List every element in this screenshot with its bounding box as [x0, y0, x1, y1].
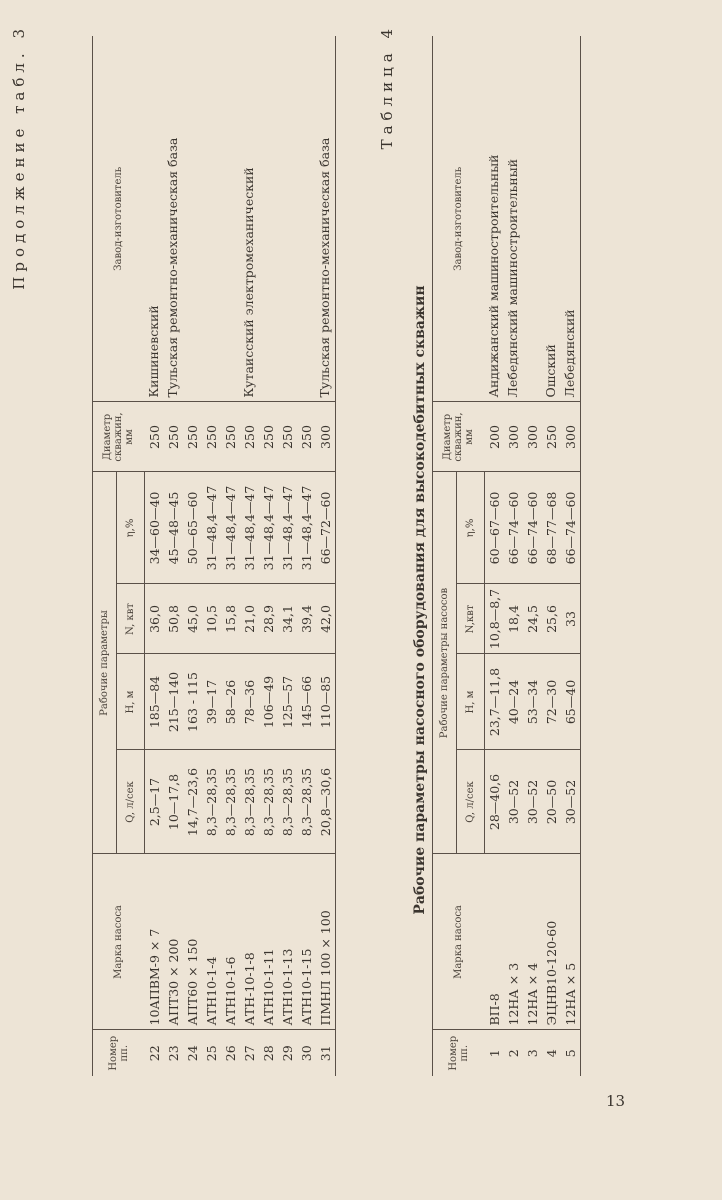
table-4-title: Рабочие параметры насосного оборудования для высокодебитных скважин [412, 285, 428, 915]
table-row: 5 12НА × 5 30—52 65—40 33 66—74—60 300 Лебедянский [561, 36, 581, 1076]
table-row: 30 АТН10-1-15 8,3—28,35 145—66 39,4 31—48,4—47 250 [297, 36, 316, 1076]
page-number: 13 [606, 1092, 626, 1110]
header-params: Рабочие параметры насосов [433, 472, 457, 854]
header-q: Q, л/сек [117, 750, 145, 854]
header-n: N,квт [457, 584, 485, 654]
table-row: 27 АТН-10-1-8 8,3—28,35 78—36 21,0 31—48,4—47 250 Кутаисский электромеханический [240, 36, 259, 1076]
header-q: Q, л/сек [457, 750, 485, 854]
header-num: Номер пп. [93, 1030, 145, 1076]
table-row: 28 АТН10-1-11 8,3—28,35 106—49 28,9 31—48,4—47 250 [259, 36, 278, 1076]
header-eta: η,% [457, 472, 485, 584]
header-eta: η,% [117, 472, 145, 584]
table-row: 29 АТН10-1-13 8,3—28,35 125—57 34,1 31—48,4—47 250 [278, 36, 297, 1076]
header-brand: Марка насоса [93, 854, 145, 1030]
table-row: 1 ВП-8 28—40,6 23,7—11,8 10,8—8,7 60—67—60 200 Андижанский машиностроительный [485, 36, 505, 1076]
table-4-caption: Таблица 4 [378, 24, 396, 150]
table-row: 31 ПМНЛ 100 × 100 20,8—30,6 110—85 42,0 66—72—60 300 Тульская ремонтно-механическая база [316, 36, 336, 1076]
header-n: N, квт [117, 584, 145, 654]
table-3 [92, 36, 336, 1076]
table-row: 24 АПТ60 × 150 14,7—23,6 163 - 115 45,0 50—65—60 250 [183, 36, 202, 1076]
table-4 [432, 36, 581, 1076]
continuation-label: Продолжение табл. 3 [10, 24, 28, 290]
header-num: Номер пп. [433, 1030, 485, 1076]
table-row: 25 АТН10-1-4 8,3—28,35 39—17 10,5 31—48,4—47 250 [202, 36, 221, 1076]
header-diam: Диаметр скважин, мм [93, 402, 145, 472]
header-brand: Марка насоса [433, 854, 485, 1030]
table-row: 26 АТН10-1-6 8,3—28,35 58—26 15,8 31—48,4—47 250 [221, 36, 240, 1076]
table-row: 2 12НА × 3 30—52 40—24 18,4 66—74—60 300 Лебедянский машиностроительный [504, 36, 523, 1076]
header-mfg: Завод-изготовитель [433, 36, 485, 402]
header-h: H, м [117, 654, 145, 750]
header-mfg: Завод-изготовитель [93, 36, 145, 402]
header-h: H, м [457, 654, 485, 750]
table-row: 23 АПТ30 × 200 10—17,8 215—140 50,8 45—48—45 250 Тульская ремонтно-механическая база [164, 36, 183, 1076]
header-params: Рабочие параметры [93, 472, 117, 854]
header-diam: Диаметр скважин, мм [433, 402, 485, 472]
table-row: 22 10АПВМ-9 × 7 2,5—17 185—84 36,0 34—60—40 250 Кишиневский [145, 36, 165, 1076]
table-row: 4 ЭЦНВ10-120-60 20—50 72—30 25,6 68—77—68 250 Ошский [542, 36, 561, 1076]
table-row: 3 12НА × 4 30—52 53—34 24,5 66—74—60 300 [523, 36, 542, 1076]
